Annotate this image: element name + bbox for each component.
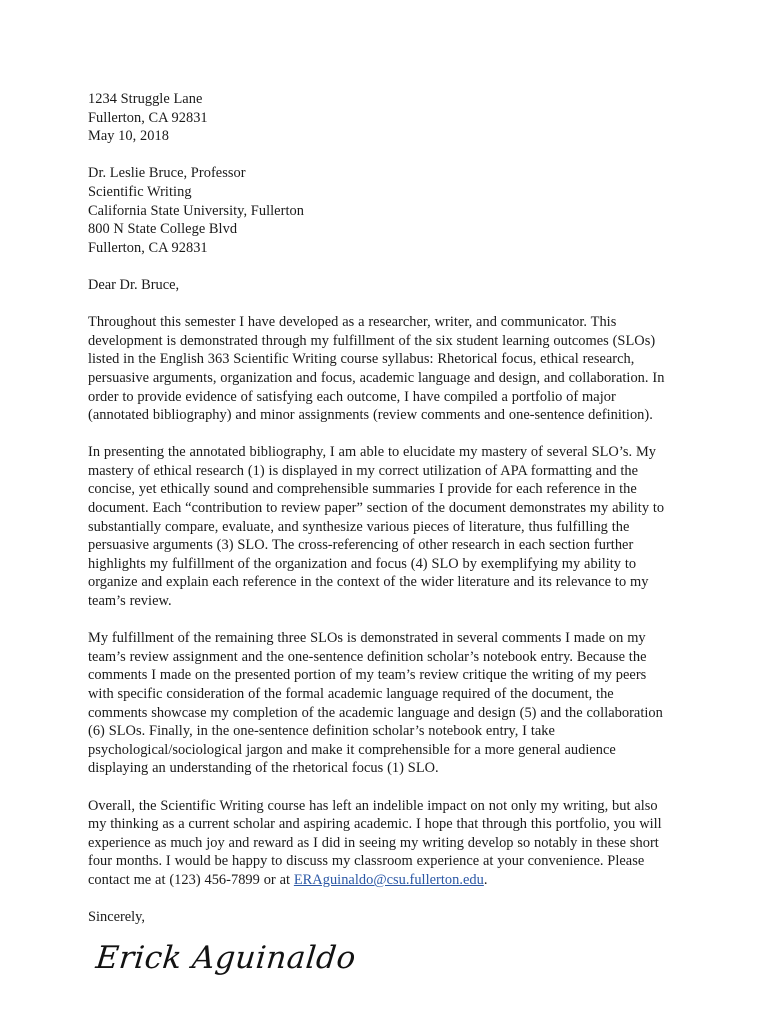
paragraph-4-text-before-email: Overall, the Scientific Writing course has left an indelible impact on not only my writing, but also my thinking as a current scholar and aspiring academic. I hope that through this portfolio, you will experience as much joy and reward as I did in seeing my writing develop so notably in these short four months. I would be happy to discuss my classroom experience at your convenience. Please contact me at (123) 456-7899 or at [88,797,662,888]
letter-date: May 10, 2018 [88,128,169,145]
closing-salutation: Sincerely, [88,909,146,926]
salutation: Dear Dr. Bruce, [88,276,180,293]
letter-content [88,90,672,977]
signature-area [88,933,672,977]
handwritten-signature: Erick Aguinaldo [94,939,358,976]
sender-address [88,90,672,146]
paragraph-4-text-after-email: . [483,871,488,888]
paragraph-1: Throughout this semester I have developed as a researcher, writer, and communicator. This development is demonstrated through my fulfillment of the six student learning outcomes (SLOs) listed in the English 363 Scientific Writing course syllabus: Rhetorical focus, ethical research, persuasive arguments, organization and focus, academic language and design, and collaboration. In order to provide evidence of satisfying each outcome, I have compiled a portfolio of major (annotated bibliography) and minor assignments (review comments and one-sentence definition). [88,314,665,424]
email-link[interactable]: ERAguinaldo@csu.fullerton.edu [293,871,484,888]
recipient-city-state-zip: Fullerton, CA 92831 [88,239,208,256]
recipient-department: Scientific Writing [88,183,192,200]
sender-city-state-zip: Fullerton, CA 92831 [88,109,208,126]
recipient-institution: California State University, Fullerton [88,202,304,219]
sender-street: 1234 Struggle Lane [88,91,203,107]
recipient-name-title: Dr. Leslie Bruce, Professor [88,165,246,182]
paragraph-3: My fulfillment of the remaining three SLOs is demonstrated in several comments I made on my team’s review assignment and the one-sentence definition scholar’s notebook entry. Because the comments I made on the presented portion of my team’s review critique the writing of my peers with specific consideration of the formal academic language required of the document, the comments showcase my completion of the academic language and design (5) and the collaboration (6) SLOs. Finally, in the one-sentence definition scholar’s notebook entry, I take psychological/sociological jargon and make it comprehensible for a more general audience displaying an understanding of the rhetorical focus (1) SLO. [88,630,663,777]
paragraph-4 [88,797,672,890]
recipient-street: 800 N State College Blvd [88,221,238,238]
paragraph-2: In presenting the annotated bibliography, I am able to elucidate my mastery of several SLO’s. My mastery of ethical research (1) is displayed in my correct utilization of APA formatting and the concise, yet ethically sound and comprehensible summaries I provide for each reference in the document. Each “contribution to review paper” section of the document demonstrates my ability to substantially compare, evaluate, and synthesize various pieces of literature, thus fulfilling the persuasive arguments (3) SLO. The cross-referencing of other research in each section further highlights my fulfillment of the organization and focus (4) SLO by exemplifying my ability to organize and explain each reference in the context of the wider literature and its relevance to my team’s review. [88,444,665,610]
recipient-address [88,164,672,257]
